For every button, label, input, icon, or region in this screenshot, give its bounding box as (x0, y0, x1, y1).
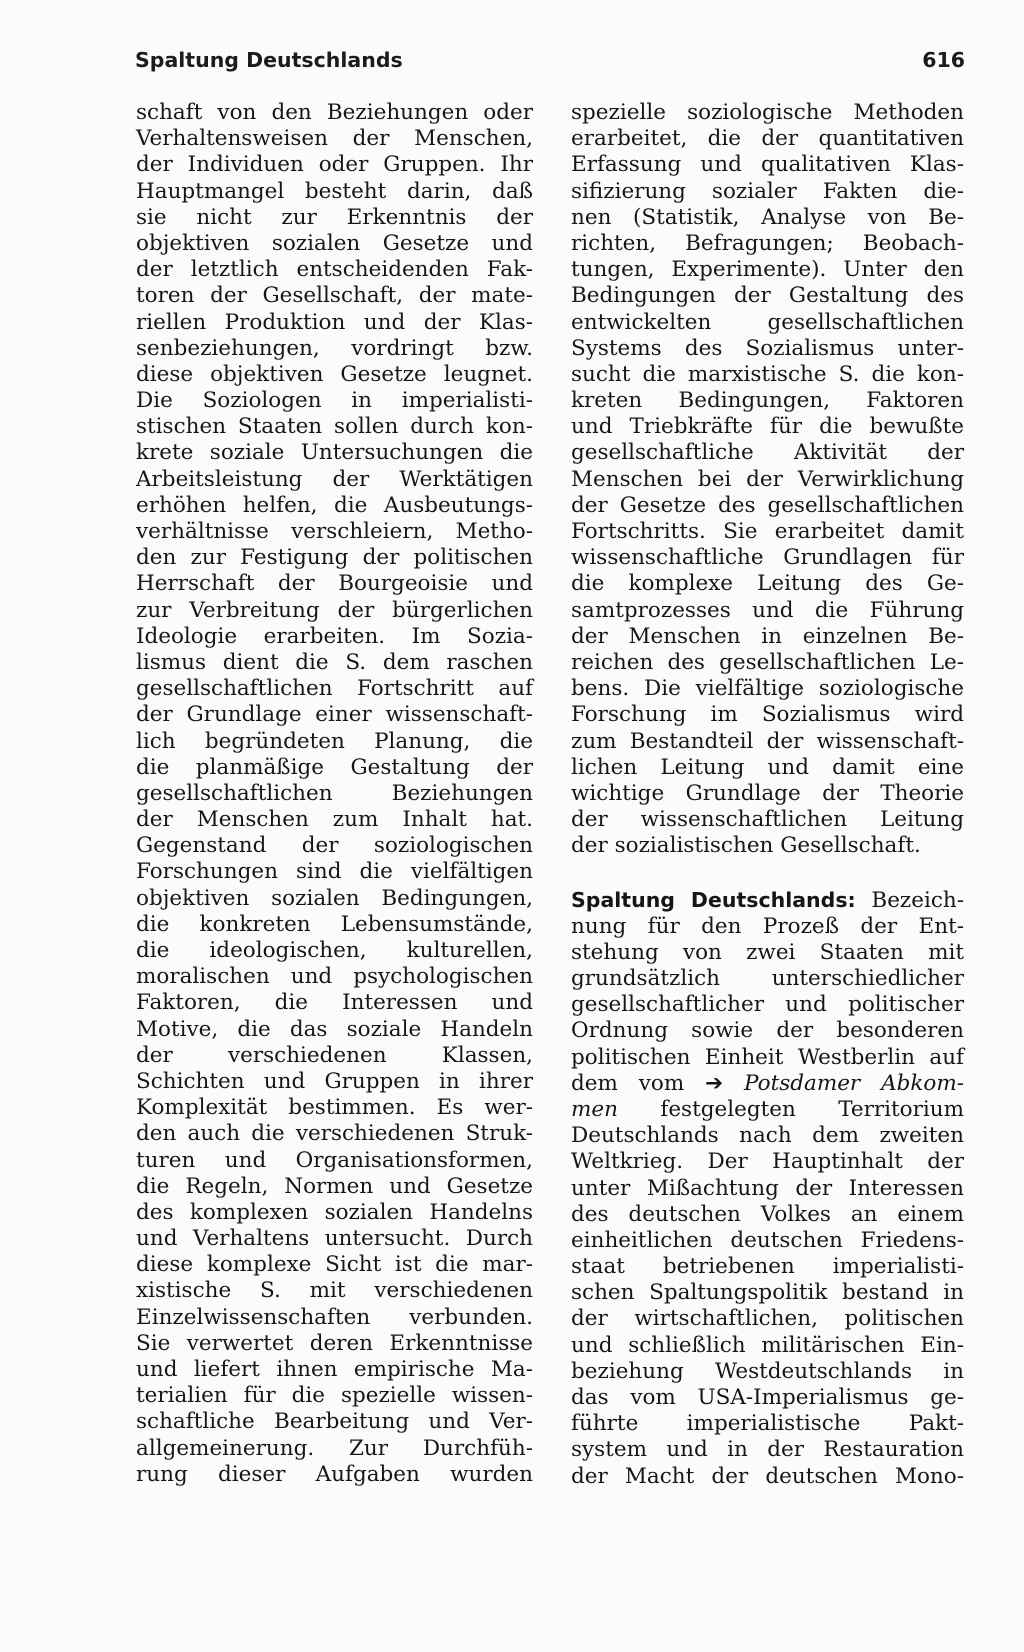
left-text-column (136, 100, 533, 1488)
entry-text-line: grundsätzlich unterschiedlicher (571, 966, 964, 991)
text-line: und Verhaltens untersucht. Durch (136, 1226, 533, 1252)
text-line: zur Verbreitung der bürgerlichen (136, 597, 533, 623)
running-title: Spaltung Deutschlands (135, 48, 403, 72)
text-line: Faktoren, die Interessen und (136, 990, 533, 1016)
text-line: sie nicht zur Erkenntnis der (136, 204, 533, 230)
text-line: Komplexität bestimmen. Es wer- (136, 1095, 533, 1121)
text-line: und Triebkräfte für die bewußte (571, 414, 964, 440)
entry-text-line: stehung von zwei Staaten mit (571, 939, 964, 965)
text-line: objektiven sozialen Gesetze und (136, 230, 533, 256)
text-line: tungen, Experimente). Unter den (571, 257, 964, 283)
text-line: gesellschaftliche Aktivität der (571, 440, 964, 466)
text-line: Fortschritts. Sie erarbeitet damit (571, 519, 964, 544)
text-line: Sie verwertet deren Erkenntnisse (136, 1330, 533, 1356)
text-line: diese komplexe Sicht ist die mar- (136, 1252, 533, 1278)
entry-text-line: politischen Einheit Westberlin auf (571, 1044, 964, 1070)
text-line: stischen Staaten sollen durch kon- (136, 414, 533, 440)
text-line: reichen des gesellschaftlichen Le- (571, 649, 964, 675)
text-line: lichen Leitung und damit eine (571, 754, 964, 780)
text-line: diese objektiven Gesetze leugnet. (136, 361, 533, 387)
entry-text-line: des deutschen Volkes an einem (571, 1201, 964, 1227)
text-line: senbeziehungen, vordringt bzw. (136, 335, 533, 361)
text-line: die Regeln, Normen und Gesetze (136, 1173, 533, 1199)
text-line: Einzelwissenschaften verbunden. (136, 1304, 533, 1330)
text-line: wissenschaftliche Grundlagen für (571, 545, 964, 571)
entry-text-line: Deutschlands nach dem zweiten (571, 1123, 964, 1149)
text-line: moralischen und psychologischen (136, 964, 533, 990)
text-line: Forschungen sind die vielfältigen (136, 859, 533, 885)
text-line: objektiven sozialen Bedingungen, (136, 885, 533, 911)
text-line: des komplexen sozialen Handelns (136, 1199, 533, 1225)
text-line: Ideologie erarbeiten. Im Sozia- (136, 623, 533, 649)
text-line: Systems des Sozialismus unter- (571, 335, 964, 361)
text-line: und liefert ihnen empirische Ma- (136, 1357, 533, 1382)
running-head (135, 48, 965, 78)
text-line: der Menschen in einzelnen Be- (571, 623, 964, 649)
text-line: entwickelten gesellschaftlichen (571, 309, 964, 335)
entry-text-line: nung für den Prozeß der Ent- (571, 913, 964, 939)
text-line: bens. Die vielfältige soziologische (571, 676, 964, 702)
text-line: den zur Festigung der politischen (136, 545, 533, 571)
text-line: toren der Gesellschaft, der mate- (136, 283, 533, 309)
entry-text-line: schen Spaltungspolitik bestand in (571, 1280, 964, 1306)
text-line: die konkreten Lebensumstände, (136, 911, 533, 937)
text-line: turen und Organisationsformen, (136, 1147, 533, 1173)
dictionary-entry (571, 887, 964, 1489)
text-line: die komplexe Leitung des Ge- (571, 571, 964, 597)
page-number: 616 (922, 48, 965, 72)
text-line: erhöhen helfen, die Ausbeutungs- (136, 492, 533, 518)
text-line: der Gesetze des gesellschaftlichen (571, 492, 964, 518)
text-line: der Grundlage einer wissenschaft- (136, 702, 533, 728)
entry-text-line: beziehung Westdeutschlands in (571, 1358, 964, 1384)
text-line: kreten Bedingungen, Faktoren (571, 388, 964, 414)
text-line: die planmäßige Gestaltung der (136, 754, 533, 780)
text-line: Schichten und Gruppen in ihrer (136, 1068, 533, 1094)
cross-reference-arrow-icon: ➔ (705, 1070, 724, 1096)
text-line: wichtige Grundlage der Theorie (571, 780, 964, 806)
entry-text-line: das vom USA-Imperialismus ge- (571, 1385, 964, 1410)
text-line: der wissenschaftlichen Leitung (571, 807, 964, 833)
text-line: nen (Statistik, Analyse von Be- (571, 204, 964, 230)
entry-text-line: staat betriebenen imperialisti- (571, 1254, 964, 1280)
entry-text-line: der Macht der deutschen Mono- (571, 1463, 964, 1489)
text-line: Die Soziologen in imperialisti- (136, 388, 533, 414)
entry-first-line (571, 887, 964, 913)
text-line: der verschiedenen Klassen, (136, 1042, 533, 1068)
text-line: lich begründeten Planung, die (136, 728, 533, 754)
text-line: spezielle soziologische Methoden (571, 100, 964, 125)
text-line: allgemeinerung. Zur Durchfüh- (136, 1435, 533, 1461)
text-line: Arbeitsleistung der Werktätigen (136, 466, 533, 492)
text-line: gesellschaftlichen Beziehungen (136, 780, 533, 806)
entry-text-line: der wirtschaftlichen, politischen (571, 1306, 964, 1332)
text-line: erarbeitet, die der quantitativen (571, 126, 964, 152)
entry-text-line: system und in der Restauration (571, 1437, 964, 1463)
text-line: der letztlich entscheidenden Fak- (136, 257, 533, 283)
text-line: riellen Produktion und der Klas- (136, 309, 533, 335)
entry-text-line: führte imperialistische Pakt- (571, 1411, 964, 1437)
text-line: gesellschaftlichen Fortschritt auf (136, 676, 533, 702)
text-line: samtprozesses und die Führung (571, 597, 964, 623)
text-line: Forschung im Sozialismus wird (571, 702, 964, 728)
entry-text-line: Weltkrieg. Der Hauptinhalt der (571, 1149, 964, 1175)
text-line: der sozialistischen Gesellschaft. (571, 833, 921, 859)
text-line: sifizierung sozialer Fakten die- (571, 178, 964, 204)
text-line: rung dieser Aufgaben wurden (136, 1461, 533, 1487)
text-line: richten, Befragungen; Beobach- (571, 230, 964, 256)
text-line: Menschen bei der Verwirklichung (571, 466, 964, 492)
continued-paragraph (571, 100, 964, 859)
entry-text-line: einheitlichen deutschen Friedens- (571, 1227, 964, 1253)
text-line: der Individuen oder Gruppen. Ihr (136, 152, 533, 178)
text-line: verhältnisse verschleiern, Metho- (136, 519, 533, 544)
entry-headword: Spaltung Deutschlands: (571, 888, 856, 913)
text-line: Motive, die das soziale Handeln (136, 1016, 533, 1042)
text-line: Bedingungen der Gestaltung des (571, 283, 964, 309)
entry-text-line: und schließlich militärischen Ein- (571, 1332, 964, 1358)
text-line: die ideologischen, kulturellen, (136, 938, 533, 963)
text-line: Herrschaft der Bourgeoisie und (136, 571, 533, 597)
text-line: Verhaltensweisen der Menschen, (136, 126, 533, 152)
text-line: den auch die verschiedenen Struk- (136, 1121, 533, 1147)
cross-reference-link[interactable]: Potsdamer Abkom- (744, 1070, 965, 1096)
reference-continuation-text: festgelegten Territorium (660, 1096, 964, 1122)
text-line: schaftliche Bearbeitung und Ver- (136, 1409, 533, 1435)
entry-text-line: Ordnung sowie der besonderen (571, 1018, 964, 1044)
text-line: Erfassung und qualitativen Klas- (571, 152, 964, 178)
entry-text-line: gesellschaftlicher und politischer (571, 992, 964, 1018)
text-line: schaft von den Beziehungen oder (136, 100, 533, 125)
text-line: zum Bestandteil der wissenschaft- (571, 728, 964, 754)
text-line: terialien für die spezielle wissen- (136, 1383, 533, 1409)
paragraph-gap (571, 859, 964, 887)
text-line: xistische S. mit verschiedenen (136, 1278, 533, 1304)
entry-first-line-text: Bezeich- (871, 888, 964, 914)
entry-text-line: unter Mißachtung der Interessen (571, 1175, 964, 1201)
text-line: lismus dient die S. dem raschen (136, 649, 533, 675)
reference-prefix: dem vom (571, 1070, 685, 1096)
text-line: sucht die marxistische S. die kon- (571, 361, 964, 387)
text-line: Hauptmangel besteht darin, daß (136, 178, 533, 204)
entry-reference-line (571, 1071, 964, 1097)
entry-reference-continuation (571, 1097, 964, 1123)
text-line: der Menschen zum Inhalt hat. (136, 807, 533, 833)
text-line: krete soziale Untersuchungen die (136, 440, 533, 466)
text-line: Gegenstand der soziologischen (136, 833, 533, 859)
right-text-column (571, 100, 964, 1490)
cross-reference-link-continuation[interactable]: men (571, 1096, 618, 1122)
